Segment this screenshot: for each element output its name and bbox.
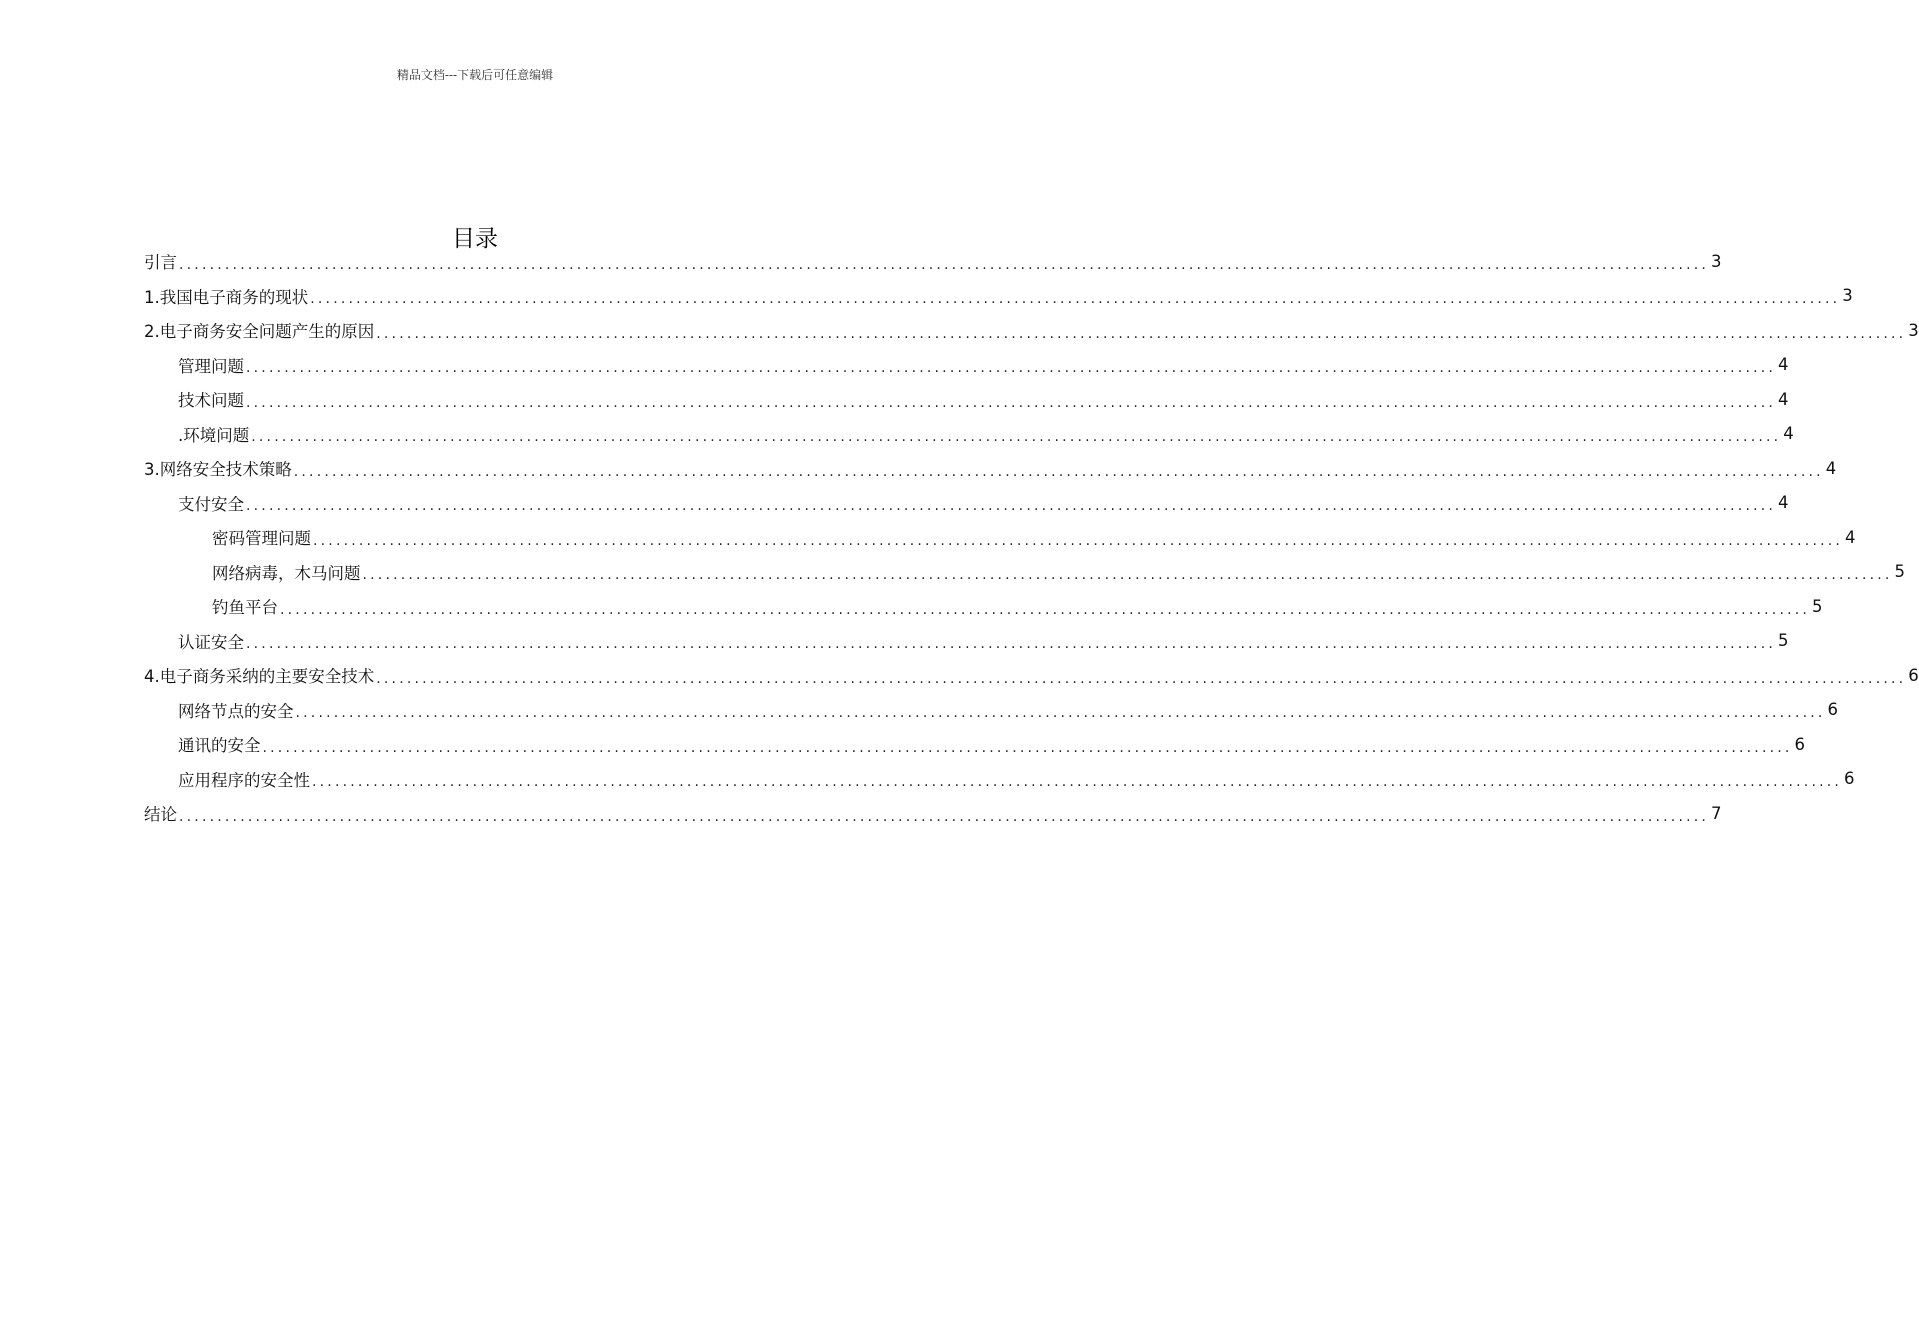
- toc-entry-label: 密码管理问题: [212, 529, 311, 549]
- toc-entry-page-number: 4: [1778, 389, 1789, 409]
- toc-entry[interactable]: [144, 796, 1722, 831]
- toc-entry-label: 2.电子商务安全问题产生的原因: [144, 322, 375, 342]
- toc-entry-page-number: 4: [1778, 355, 1789, 375]
- toc-entry-page-number: 4: [1825, 458, 1837, 478]
- toc-entry[interactable]: [144, 658, 1919, 693]
- toc-entry-page-number: 4: [1845, 527, 1856, 547]
- toc-entry-page-number: 4: [1783, 424, 1794, 444]
- toc-entry[interactable]: [144, 555, 1906, 590]
- toc-entry-page-number: 5: [1778, 631, 1789, 651]
- toc-entry-page-number: 6: [1794, 734, 1806, 754]
- table-of-contents: [144, 244, 1919, 831]
- toc-entry[interactable]: [144, 313, 1919, 348]
- toc-dot-leader: ........................................................................................................................................................................................................: [362, 567, 1893, 583]
- toc-entry-label: 钓鱼平台: [212, 598, 278, 618]
- toc-entry-page-number: 3: [1842, 286, 1853, 306]
- toc-entry-page-number: 3: [1711, 251, 1722, 271]
- toc-dot-leader: ........................................................................................................................................................................................................: [313, 532, 1844, 549]
- toc-entry-label: 3.网络安全技术策略: [144, 460, 292, 480]
- toc-entry-page-number: 6: [1908, 665, 1919, 685]
- toc-entry[interactable]: [144, 762, 1855, 797]
- toc-entry[interactable]: [144, 348, 1789, 383]
- toc-entry-label: 4.电子商务采纳的主要安全技术: [144, 667, 375, 687]
- toc-dot-leader: ........................................................................................................................................................................................................: [262, 739, 1793, 756]
- toc-entry-label: 应用程序的安全性: [178, 770, 310, 790]
- toc-entry[interactable]: [144, 727, 1806, 762]
- toc-dot-leader: ........................................................................................................................................................................................................: [295, 705, 1826, 721]
- toc-entry-label: 网络节点的安全: [178, 701, 294, 721]
- toc-entry-page-number: 7: [1711, 803, 1722, 823]
- toc-dot-leader: ........................................................................................................................................................................................................: [246, 498, 1777, 514]
- toc-entry-label: 管理问题: [178, 356, 244, 376]
- toc-entry[interactable]: [144, 279, 1853, 314]
- toc-entry-page-number: 4: [1778, 493, 1789, 513]
- toc-entry-label: 支付安全: [178, 494, 244, 514]
- toc-dot-leader: ........................................................................................................................................................................................................: [251, 429, 1782, 445]
- toc-dot-leader: ........................................................................................................................................................................................................: [376, 325, 1907, 342]
- toc-dot-leader: ........................................................................................................................................................................................................: [310, 291, 1841, 307]
- toc-dot-leader: ........................................................................................................................................................................................................: [246, 360, 1777, 376]
- toc-dot-leader: ........................................................................................................................................................................................................: [312, 774, 1843, 790]
- toc-entry-page-number: 6: [1827, 700, 1839, 720]
- toc-entry[interactable]: [144, 244, 1722, 279]
- toc-entry-label: 认证安全: [178, 632, 244, 652]
- toc-entry[interactable]: [144, 486, 1789, 521]
- toc-entry-label: 引言: [144, 253, 177, 273]
- toc-entry-label: 通讯的安全: [178, 736, 261, 756]
- toc-entry-label: 结论: [144, 805, 177, 825]
- toc-dot-leader: ........................................................................................................................................................................................................: [280, 601, 1811, 618]
- toc-dot-leader: ........................................................................................................................................................................................................: [376, 670, 1907, 687]
- toc-entry[interactable]: [144, 520, 1856, 555]
- page-header: 精品文档---下载后可任意编辑: [396, 68, 554, 82]
- toc-entry-label: .环境问题: [178, 425, 250, 445]
- toc-dot-leader: ........................................................................................................................................................................................................: [246, 636, 1777, 652]
- toc-entry[interactable]: [144, 382, 1789, 417]
- toc-entry-label: 技术问题: [178, 391, 244, 411]
- toc-dot-leader: ........................................................................................................................................................................................................: [179, 808, 1710, 825]
- toc-entry[interactable]: [144, 589, 1823, 624]
- toc-entry[interactable]: [144, 417, 1794, 452]
- toc-dot-leader: ........................................................................................................................................................................................................: [179, 256, 1710, 273]
- toc-entry-page-number: 6: [1844, 769, 1855, 789]
- toc-entry-page-number: 5: [1812, 596, 1823, 616]
- toc-entry[interactable]: [144, 693, 1839, 728]
- toc-entry[interactable]: [144, 451, 1837, 486]
- toc-entry-page-number: 5: [1894, 562, 1906, 582]
- toc-title: 目录: [452, 226, 498, 252]
- toc-entry-label: 网络病毒，木马问题: [212, 563, 361, 583]
- toc-dot-leader: ........................................................................................................................................................................................................: [246, 394, 1777, 411]
- toc-entry[interactable]: [144, 624, 1789, 659]
- toc-entry-label: 1.我国电子商务的现状: [144, 287, 309, 307]
- toc-entry-page-number: 3: [1908, 320, 1919, 340]
- toc-dot-leader: ........................................................................................................................................................................................................: [293, 463, 1824, 480]
